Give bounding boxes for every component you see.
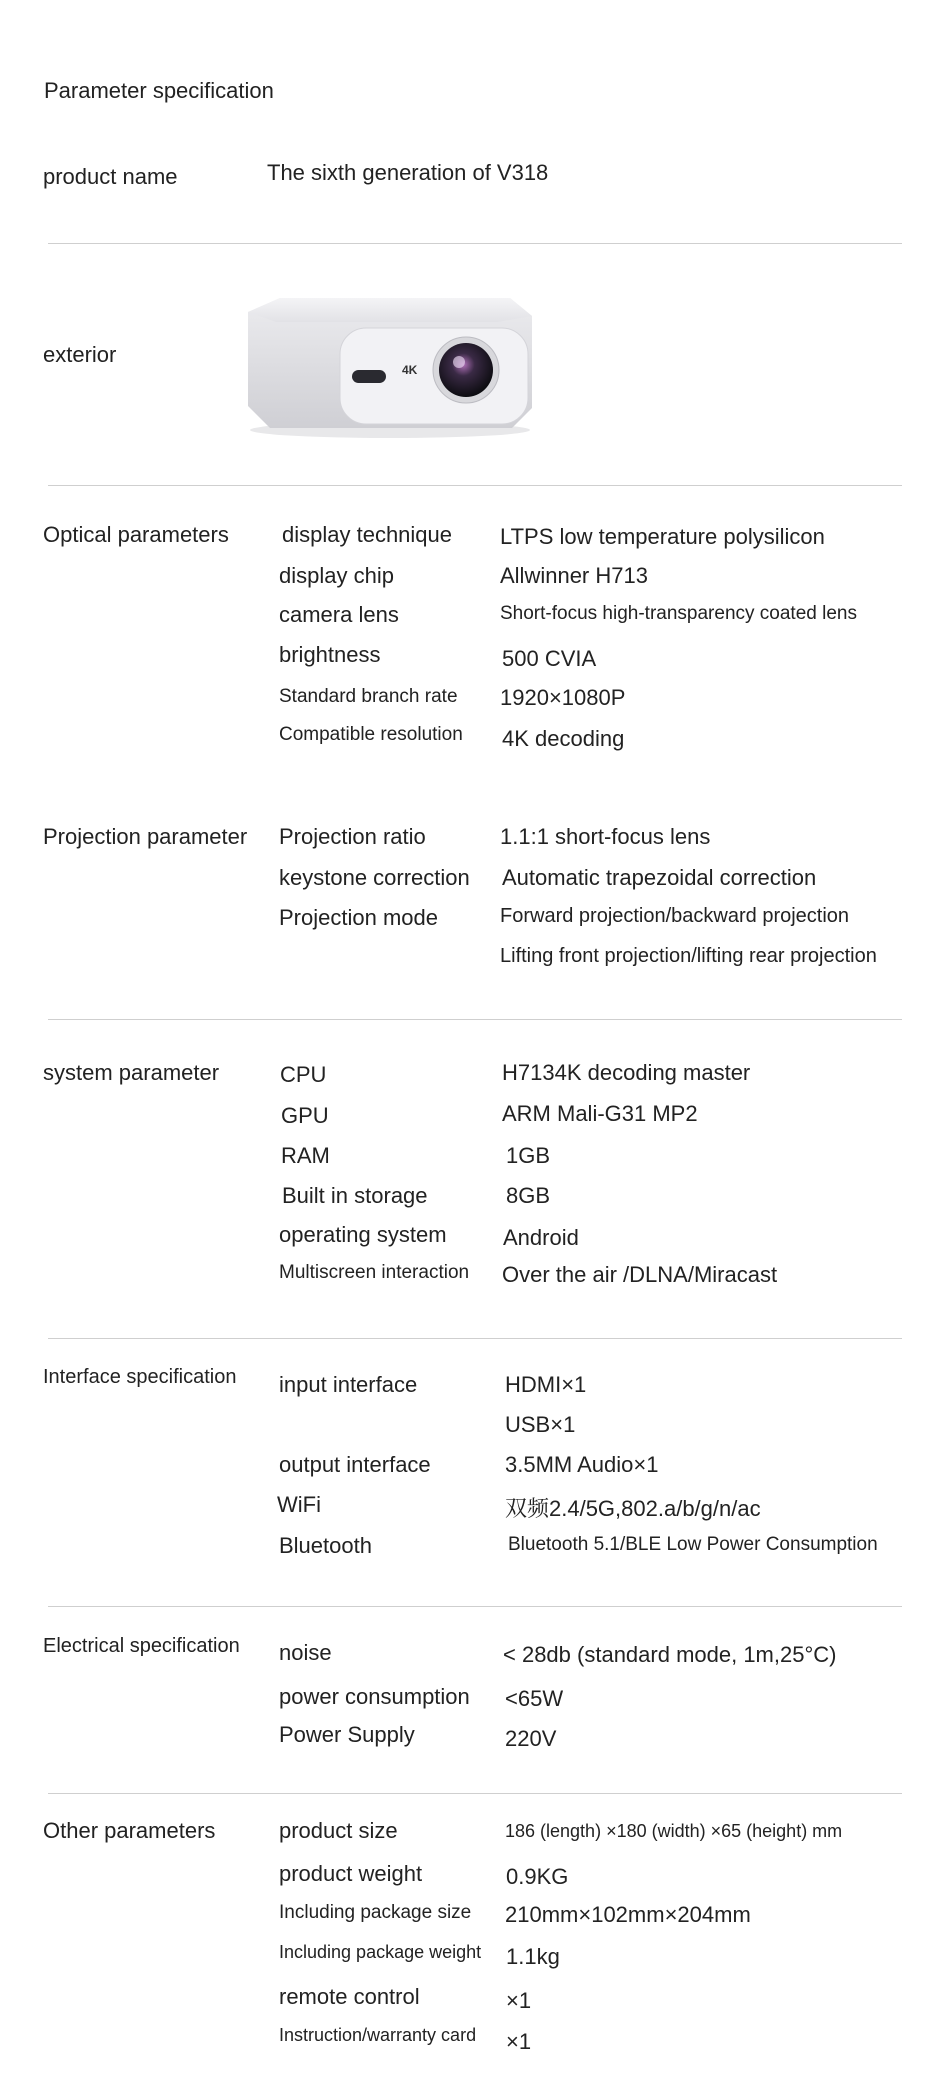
- optical-key: Standard branch rate: [279, 686, 458, 707]
- divider: [48, 1338, 902, 1339]
- optical-value: Short-focus high-transparency coated lens: [500, 603, 857, 624]
- system-key: Built in storage: [282, 1183, 428, 1208]
- optical-key: camera lens: [279, 602, 399, 627]
- interface-value: 双频2.4/5G,802.a/b/g/n/ac: [505, 1496, 761, 1521]
- electrical-key: noise: [279, 1640, 332, 1665]
- divider: [48, 1606, 902, 1607]
- svg-text:4K: 4K: [402, 363, 418, 377]
- other-key: Including package size: [279, 1902, 472, 1923]
- system-value: H7134K decoding master: [502, 1060, 751, 1085]
- divider: [48, 485, 902, 486]
- system-value: Android: [503, 1225, 579, 1250]
- system-key: RAM: [281, 1143, 330, 1168]
- projection-value: Forward projection/backward projection: [500, 905, 850, 927]
- system-value: Over the air /DLNA/Miracast: [502, 1262, 778, 1287]
- divider: [48, 1019, 902, 1020]
- interface-key: WiFi: [277, 1492, 321, 1517]
- other-key: product weight: [279, 1861, 423, 1886]
- other-value: ×1: [506, 1988, 532, 2013]
- system-value: ARM Mali-G31 MP2: [502, 1101, 698, 1126]
- other-value: 210mm×102mm×204mm: [505, 1902, 751, 1927]
- electrical-value: <65W: [505, 1686, 564, 1711]
- other-key: Including package weight: [279, 1942, 482, 1962]
- projection-key: Projection mode: [279, 905, 438, 930]
- optical-section-label: Optical parameters: [43, 522, 229, 547]
- system-key: Multiscreen interaction: [279, 1262, 470, 1283]
- optical-value: 4K decoding: [502, 726, 625, 751]
- exterior-label: exterior: [43, 342, 117, 367]
- product-name-value: The sixth generation of V318: [267, 160, 549, 185]
- projection-value: 1.1:1 short-focus lens: [500, 824, 711, 849]
- interface-key: Bluetooth: [279, 1533, 372, 1558]
- other-value: 186 (length) ×180 (width) ×65 (height) mm: [505, 1821, 843, 1841]
- system-value: 1GB: [506, 1143, 551, 1168]
- projection-value: Lifting front projection/lifting rear projection: [500, 945, 877, 967]
- interface-key: input interface: [279, 1372, 418, 1397]
- interface-section-label: Interface specification: [43, 1366, 237, 1388]
- electrical-value: 220V: [505, 1726, 557, 1751]
- other-value: ×1: [506, 2029, 532, 2054]
- projection-value: Automatic trapezoidal correction: [502, 865, 817, 890]
- other-value: 0.9KG: [506, 1864, 569, 1889]
- projection-key: Projection ratio: [279, 824, 426, 849]
- other-key: product size: [279, 1818, 398, 1843]
- optical-value: 500 CVIA: [502, 646, 597, 671]
- electrical-key: Power Supply: [279, 1722, 415, 1747]
- electrical-key: power consumption: [279, 1684, 470, 1709]
- divider: [48, 243, 902, 244]
- other-key: Instruction/warranty card: [279, 2025, 477, 2045]
- product-name-label: product name: [43, 164, 178, 189]
- interface-value: HDMI×1: [505, 1372, 587, 1397]
- system-section-label: system parameter: [43, 1060, 220, 1085]
- system-value: 8GB: [506, 1183, 551, 1208]
- projector-image: [240, 290, 540, 440]
- projection-key: keystone correction: [279, 865, 470, 890]
- system-key: GPU: [281, 1103, 329, 1128]
- optical-value: Allwinner H713: [500, 563, 648, 588]
- optical-key: display chip: [279, 563, 394, 588]
- interface-value: Bluetooth 5.1/BLE Low Power Consumption: [508, 1534, 878, 1555]
- system-key: operating system: [279, 1222, 447, 1247]
- divider: [48, 1793, 902, 1794]
- optical-key: brightness: [279, 642, 381, 667]
- optical-value: LTPS low temperature polysilicon: [500, 524, 825, 549]
- other-key: remote control: [279, 1984, 420, 2009]
- electrical-section-label: Electrical specification: [43, 1635, 240, 1657]
- optical-value: 1920×1080P: [500, 685, 626, 710]
- optical-key: Compatible resolution: [279, 724, 463, 745]
- system-key: CPU: [280, 1062, 327, 1087]
- page-title: Parameter specification: [44, 78, 274, 103]
- other-value: 1.1kg: [506, 1944, 560, 1969]
- electrical-value: < 28db (standard mode, 1m,25°C): [503, 1642, 837, 1667]
- interface-key: output interface: [279, 1452, 431, 1477]
- 4k-badge: [402, 363, 418, 377]
- optical-key: display technique: [282, 522, 453, 547]
- interface-value: USB×1: [505, 1412, 576, 1437]
- other-section-label: Other parameters: [43, 1818, 216, 1843]
- interface-value: 3.5MM Audio×1: [505, 1452, 659, 1477]
- projection-section-label: Projection parameter: [43, 824, 248, 849]
